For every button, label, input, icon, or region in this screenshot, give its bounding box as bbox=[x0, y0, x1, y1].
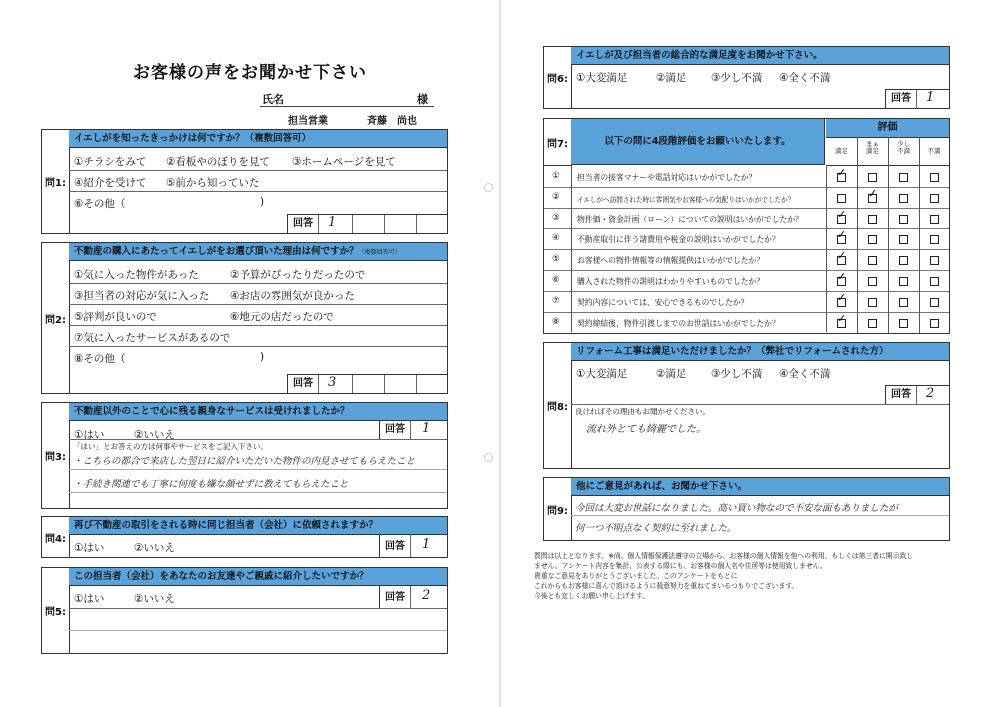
q7-rating-checkbox[interactable] bbox=[837, 194, 846, 203]
q7-rating-checkbox[interactable] bbox=[899, 173, 908, 182]
q3-answer-label: 回答 bbox=[385, 424, 405, 435]
checkmark-icon: ✓ bbox=[837, 270, 847, 283]
q7-eval-header-4: 不満 bbox=[927, 147, 941, 155]
q1-option-6-close: ) bbox=[260, 196, 265, 208]
q7-rating-checkbox[interactable] bbox=[899, 298, 908, 307]
q4-section bbox=[41, 516, 448, 558]
q7-eval-header-3: 少し 不満 bbox=[897, 140, 910, 155]
q2-option-7[interactable]: ⑦気に入ったサービスがあるので bbox=[74, 332, 231, 344]
q2-option-8-close: ) bbox=[260, 351, 265, 363]
answer-cell bbox=[384, 215, 417, 233]
q1-option-5[interactable]: ⑤前から知っていた bbox=[166, 177, 260, 189]
checkmark-icon: ✓ bbox=[837, 166, 847, 179]
q7-num-divider bbox=[571, 165, 572, 332]
q6-question: イエしが及び担当者の総合的な満足度をお聞かせ下さい。 bbox=[571, 47, 949, 65]
q7-row-number: ⑥ bbox=[552, 275, 560, 285]
checkmark-icon: ✓ bbox=[868, 186, 878, 200]
q4-label: 問4: bbox=[42, 517, 70, 557]
q2-option-2[interactable]: ②予算がぴったりだったので bbox=[230, 269, 366, 281]
q2-option-3[interactable]: ③担当者の対応が気に入った bbox=[74, 290, 210, 302]
q7-rating-checkbox[interactable] bbox=[837, 270, 847, 286]
q2-answer-label: 回答 bbox=[293, 378, 313, 389]
q6-section bbox=[543, 46, 950, 109]
q7-eval-divider bbox=[826, 165, 827, 332]
q2-label: 問2: bbox=[42, 243, 70, 393]
q3-label: 問3: bbox=[42, 403, 70, 508]
q7-rating-checkbox[interactable] bbox=[868, 186, 878, 203]
checkmark-icon: ✓ bbox=[837, 249, 847, 263]
q7-row-question: 不動産取引に伴う諸費用や税金の説明はいかがでしたか？ bbox=[577, 235, 780, 245]
q4-answer-value[interactable]: 1 bbox=[422, 537, 431, 552]
q7-rating-checkbox[interactable] bbox=[930, 256, 939, 265]
q8-section bbox=[543, 342, 950, 469]
q4-answer-box bbox=[379, 535, 448, 557]
q4-question: 再び不動産の取引をされる時に同じ担当者（会社）に依頼されますか？ bbox=[69, 517, 447, 535]
answer-cell bbox=[352, 215, 385, 233]
q9-rule bbox=[571, 515, 949, 516]
checkmark-icon: ✓ bbox=[837, 311, 847, 325]
q2-option-5[interactable]: ⑤評判が良いので bbox=[74, 311, 157, 323]
q6-option-1[interactable]: ①大変満足 bbox=[576, 72, 628, 84]
q1-rule bbox=[69, 170, 447, 171]
footer-line-2: ません。アンケート内容を集計、公表する際にも、お客様の個人名や住所等は使用致しません。 bbox=[534, 562, 827, 570]
answer-cell-divider bbox=[410, 586, 411, 608]
punch-hole bbox=[484, 183, 493, 192]
q9-label: 問9: bbox=[544, 478, 572, 540]
q7-rating-checkbox[interactable] bbox=[930, 277, 939, 286]
answer-cell bbox=[288, 375, 319, 393]
q2-option-8[interactable]: ⑧その他（ bbox=[74, 353, 126, 365]
q2-question-text: 不動産の購入にあたってイエしがをお選び頂いた理由は何ですか？ bbox=[74, 246, 359, 257]
q7-row-number: ② bbox=[552, 191, 560, 202]
q7-rating-checkbox[interactable] bbox=[837, 311, 847, 328]
q7-row-question: 担当者の接客マナーや電話対応はいかがでしたか？ bbox=[577, 173, 757, 182]
footer-line-3: 貴重なご意見をありがとうございました。このアンケートをもとに bbox=[534, 572, 738, 580]
q1-option-1[interactable]: ①チラシをみて bbox=[74, 156, 147, 168]
q6-option-2[interactable]: ②満足 bbox=[656, 72, 687, 84]
q1-option-2[interactable]: ②看板やのぼりを見て bbox=[166, 156, 270, 168]
q7-row-number: ③ bbox=[552, 212, 560, 223]
q7-rating-checkbox[interactable] bbox=[899, 319, 908, 328]
footer-line-1: 質問は以上となります。※尚、個人情報保護法遵守の立場から、お客様の個人情報を他への利用、もしくは第三者に開示致し bbox=[534, 552, 913, 560]
q4-option-2[interactable]: ②いいえ bbox=[134, 542, 175, 554]
q2-answer-box bbox=[287, 374, 447, 393]
q1-answer-value[interactable]: 1 bbox=[328, 215, 337, 230]
q7-row-question: 購入された物件の説明はわかりやすいものでしたか？ bbox=[577, 277, 765, 286]
q7-rating-checkbox[interactable] bbox=[930, 298, 939, 307]
q2-option-6[interactable]: ⑥地元の店だったので bbox=[230, 311, 334, 323]
q3-answer-box bbox=[379, 421, 448, 439]
q7-row-number: ⑤ bbox=[552, 254, 560, 265]
right-page bbox=[501, 0, 1000, 707]
q1-option-4[interactable]: ④紹介を受けて bbox=[74, 177, 147, 189]
survey-title: お客様の声をお聞かせ下さい bbox=[133, 63, 367, 83]
q8-answer-label: 回答 bbox=[891, 389, 911, 400]
q1-section bbox=[41, 129, 448, 234]
q9-handwritten-2[interactable]: 何一つ不明点なく契約に至れました。 bbox=[575, 523, 737, 534]
q7-rating-checkbox[interactable] bbox=[868, 298, 877, 307]
q7-eval-title: 評価 bbox=[826, 119, 949, 138]
q5-section bbox=[41, 567, 448, 654]
q7-rating-checkbox[interactable] bbox=[899, 215, 908, 224]
q7-rating-checkbox[interactable] bbox=[899, 277, 908, 286]
q7-rating-checkbox[interactable] bbox=[930, 173, 939, 182]
q5-answer-value[interactable]: 2 bbox=[422, 588, 431, 603]
q7-rating-checkbox[interactable] bbox=[868, 277, 877, 286]
name-underline bbox=[260, 106, 434, 107]
answer-cell bbox=[352, 375, 385, 393]
q2-rule bbox=[69, 346, 447, 347]
punch-hole bbox=[484, 453, 493, 462]
q5-answer-box bbox=[379, 586, 448, 608]
q7-rating-checkbox[interactable] bbox=[899, 235, 908, 244]
q7-rating-checkbox[interactable] bbox=[868, 256, 877, 265]
q7-row-question: お客様への物件情報等の情報提供はいかがでしたか？ bbox=[577, 256, 765, 266]
q8-label: 問8: bbox=[544, 343, 572, 468]
checkmark-icon: ✓ bbox=[837, 207, 847, 221]
q5-answer-label: 回答 bbox=[385, 592, 405, 603]
q7-row-number: ⑧ bbox=[552, 316, 560, 327]
q2-rule bbox=[69, 304, 447, 305]
q6-answer-label: 回答 bbox=[891, 93, 911, 104]
q9-question: 他にご意見があれば、お聞かせ下さい。 bbox=[571, 478, 949, 496]
q4-answer-label: 回答 bbox=[385, 541, 405, 552]
q7-eval-header-1: 満足 bbox=[835, 147, 848, 155]
q3-section bbox=[41, 402, 448, 509]
q2-rule bbox=[69, 325, 447, 326]
q7-rating-checkbox[interactable] bbox=[868, 173, 877, 182]
q7-row-question: 契約締結後、物件引渡しまでのお世話はいかがでしたか？ bbox=[577, 318, 780, 328]
q6-label: 問6: bbox=[544, 47, 572, 108]
q1-question: イエしがを知ったきっかけは何ですか？（複数回答可） bbox=[69, 130, 447, 148]
q5-option-1[interactable]: ①はい bbox=[74, 593, 105, 605]
q7-eval-header-2: まぁ 満足 bbox=[866, 140, 879, 155]
q8-question: リフォーム工事は満足いただけましたか？（弊社でリフォームされた方） bbox=[571, 343, 949, 361]
q7-rating-checkbox[interactable] bbox=[930, 194, 939, 203]
staff-label: 担当営業 bbox=[288, 116, 328, 127]
q7-row-question: イエしがへ訪問された時に雰囲気やお客様への気配りはいかがでしたか？ bbox=[577, 195, 795, 204]
checkmark-icon: ✓ bbox=[837, 290, 847, 304]
q7-rating-checkbox[interactable] bbox=[837, 290, 847, 307]
q8-option-1[interactable]: ①大変満足 bbox=[576, 368, 628, 380]
q7-rating-checkbox[interactable] bbox=[837, 228, 847, 244]
q7-row-number: ⑦ bbox=[552, 295, 560, 306]
q6-option-4[interactable]: ④全く不満 bbox=[779, 72, 831, 84]
q7-row-number: ① bbox=[552, 171, 560, 181]
q7-row-question: 物件価・資金計画（ローン）についての説明はいかがでしたか？ bbox=[577, 214, 803, 224]
q7-row-number: ④ bbox=[552, 233, 560, 244]
q7-rating-checkbox[interactable] bbox=[899, 256, 908, 265]
q2-answer-value[interactable]: 3 bbox=[328, 375, 337, 390]
q7-rating-checkbox[interactable] bbox=[837, 249, 847, 265]
q8-rule bbox=[571, 404, 949, 405]
q6-option-3[interactable]: ③少し不満 bbox=[711, 72, 763, 84]
q6-answer-box bbox=[885, 89, 950, 109]
answer-cell bbox=[288, 215, 319, 233]
q4-option-1[interactable]: ①はい bbox=[74, 542, 105, 554]
answer-cell-divider bbox=[410, 421, 411, 439]
q8-option-4[interactable]: ④全く不満 bbox=[779, 368, 831, 380]
q8-answer-value[interactable]: 2 bbox=[926, 386, 935, 401]
q5-option-2[interactable]: ②いいえ bbox=[134, 593, 175, 605]
checkmark-icon: ✓ bbox=[837, 228, 847, 242]
q3-rule bbox=[69, 492, 447, 493]
q3-answer-value[interactable]: 1 bbox=[422, 421, 431, 436]
q3-option-2[interactable]: ②いいえ bbox=[134, 429, 175, 441]
q7-rating-checkbox[interactable] bbox=[868, 215, 877, 224]
answer-cell-divider bbox=[410, 535, 411, 557]
q1-answer-box bbox=[287, 214, 447, 233]
name-label: 氏名 bbox=[262, 93, 284, 106]
q2-section bbox=[41, 242, 448, 394]
answer-cell bbox=[384, 375, 417, 393]
footer-line-4: これからもお客様に喜んで頂けるように殺意努力を重ねてまいるつもりでございます。 bbox=[534, 582, 799, 590]
q7-rating-checkbox[interactable] bbox=[899, 194, 908, 203]
q3-handwritten-2[interactable]: ・手続き関連でも丁寧に何度も嫌な顔せずに教えてもらえたこと bbox=[73, 479, 349, 490]
q7-rating-checkbox[interactable] bbox=[930, 215, 939, 224]
q3-option-1[interactable]: ①はい bbox=[74, 429, 105, 441]
q7-col-divider bbox=[857, 137, 858, 333]
q2-question-note: （複数回答可） bbox=[358, 249, 401, 256]
q7-label: 問7: bbox=[544, 119, 572, 166]
q2-option-1[interactable]: ①気に入った物件があった bbox=[74, 269, 199, 281]
q7-rating-checkbox[interactable] bbox=[868, 319, 877, 328]
q9-handwritten-1[interactable]: 今回は大変お世話になりました。高い買い物なので不安な面もありましたが bbox=[575, 503, 899, 514]
q8-option-3[interactable]: ③少し不満 bbox=[711, 368, 763, 380]
q9-section bbox=[543, 477, 950, 541]
staff-name: 斉藤 尚也 bbox=[367, 116, 417, 127]
q8-answer-box bbox=[885, 385, 950, 405]
q8-option-2[interactable]: ②満足 bbox=[656, 368, 687, 380]
q1-option-3[interactable]: ③ホームページを見て bbox=[292, 156, 396, 168]
q6-answer-value[interactable]: 1 bbox=[926, 90, 935, 105]
sama-label: 様 bbox=[417, 93, 428, 106]
q7-question: 以下の問に4段階評価をお願いいたします。 bbox=[571, 119, 825, 165]
q5-rule bbox=[69, 630, 447, 631]
q3-note: 「はい」とお答えの方は何事やサービスをご記入下さい。 bbox=[73, 442, 268, 451]
q3-question: 不動産以外のことで心に残る親身なサービスは受けれましたか？ bbox=[69, 403, 447, 421]
answer-cell-divider bbox=[916, 386, 917, 405]
q7-rating-checkbox[interactable] bbox=[930, 235, 939, 244]
q1-label: 問1: bbox=[42, 130, 70, 233]
q7-section bbox=[543, 118, 950, 334]
q1-option-6[interactable]: ⑥その他（ bbox=[74, 198, 126, 210]
q1-rule bbox=[69, 191, 447, 192]
q7-rating-checkbox[interactable] bbox=[930, 319, 939, 328]
q3-rule bbox=[69, 469, 447, 470]
q2-question bbox=[69, 243, 447, 261]
q5-question: この担当者（会社）をあなたのお友達やご親戚に紹介したいですか？ bbox=[69, 568, 447, 586]
q8-note: 良ければその理由もお聞かせください。 bbox=[575, 407, 710, 416]
answer-cell-divider bbox=[916, 90, 917, 109]
q5-rule bbox=[69, 608, 447, 609]
q3-handwritten-1[interactable]: ・こちらの都合で来店した翌日に紹介いただいた物件の内見させてもらえたこと bbox=[73, 456, 416, 467]
footer-line-5: 今後とも宜しくお願い申し上げます。 bbox=[534, 592, 650, 600]
q2-option-4[interactable]: ④お店の雰囲気が良かった bbox=[230, 290, 355, 302]
q7-row-question: 契約内容については、安心できるものでしたか？ bbox=[577, 297, 749, 307]
q7-rating-checkbox[interactable] bbox=[837, 207, 847, 224]
q7-rating-checkbox[interactable] bbox=[868, 235, 877, 244]
q1-answer-label: 回答 bbox=[293, 218, 313, 229]
q5-label: 問5: bbox=[42, 568, 70, 653]
q2-rule bbox=[69, 283, 447, 284]
q7-col-divider bbox=[888, 137, 889, 333]
q7-rating-checkbox[interactable] bbox=[837, 166, 847, 182]
q3-rule bbox=[69, 439, 447, 440]
q8-handwritten[interactable]: 流れ外とても綺麗でした。 bbox=[586, 424, 706, 435]
q7-col-divider bbox=[919, 137, 920, 333]
